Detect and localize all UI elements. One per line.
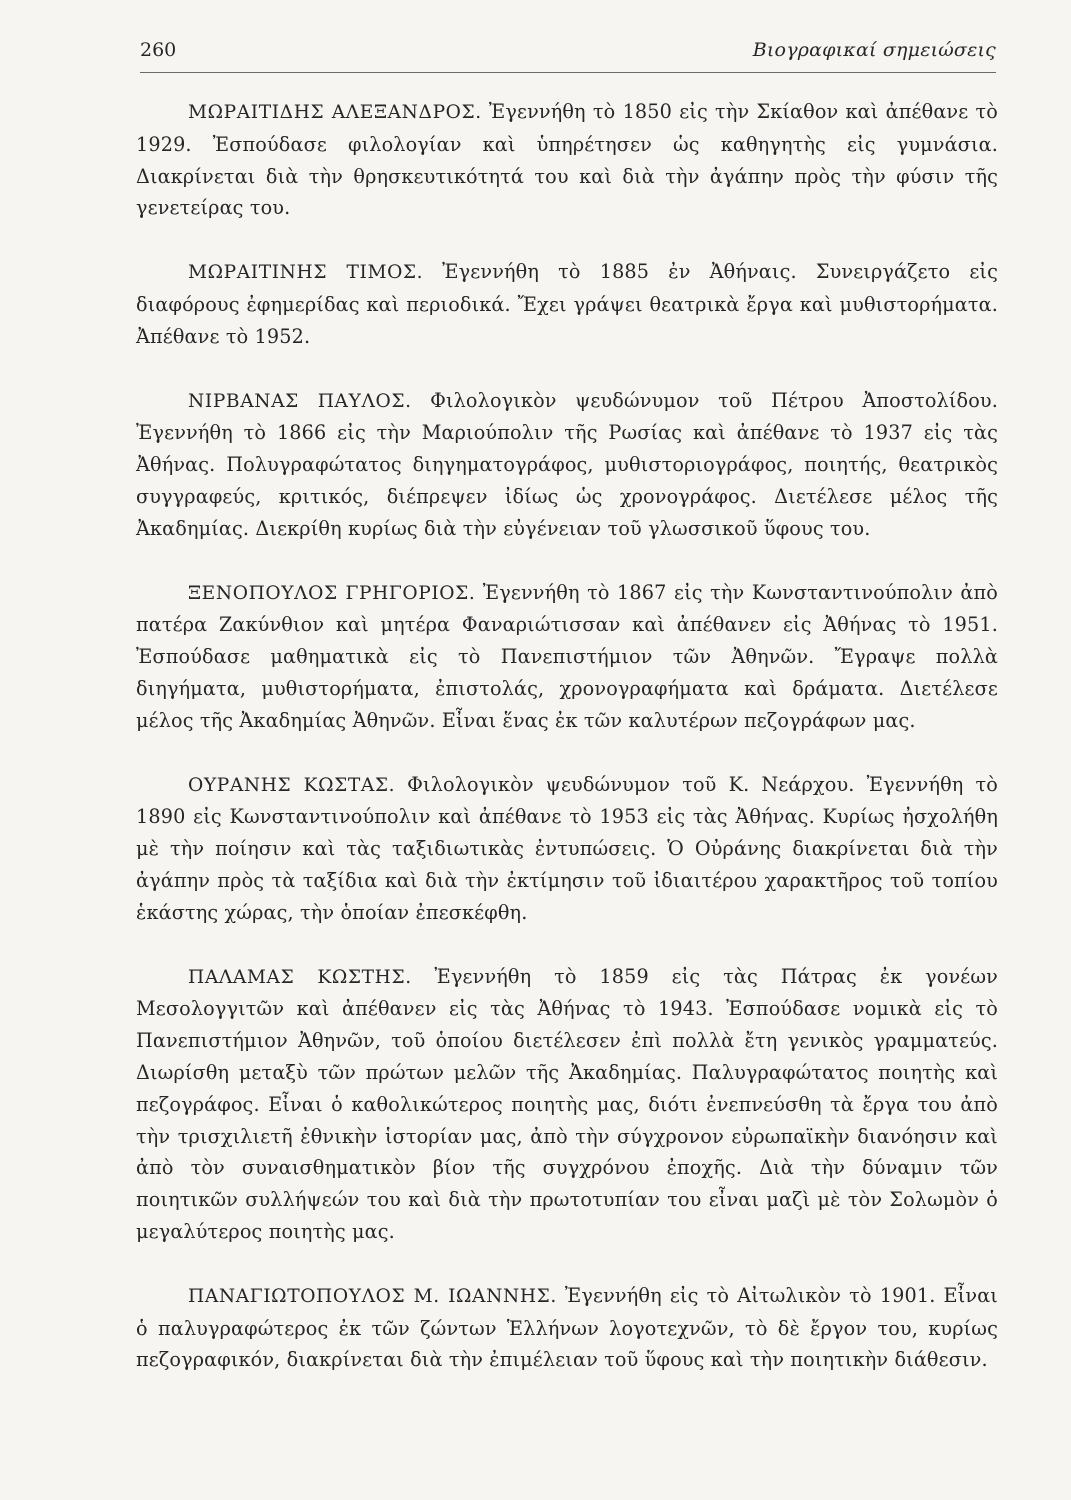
entry-name: ΝΙΡΒΑΝΑΣ ΠΑΥΛΟΣ. bbox=[188, 390, 412, 412]
page-number: 260 bbox=[140, 39, 177, 61]
entry-text: Ἐγεννήθη τὸ 1859 εἰς τὰς Πάτρας ἐκ γονέων Μεσολογγιτῶν καὶ ἀπέθανεν εἰς τὰς Ἀθήνας τὸ 1943. Ἐσπούδασε νομικὰ εἰς τὸ Πανεπιστήμιον Ἀθηνῶν, τοῦ ὁποίου διετέλεσεν ἐπὶ πολλὰ ἔτη γενικὸς γραμματεύς. Διωρίσθη μεταξὺ τῶν πρώτων μελῶν τῆς Ἀκαδημίας. Παλυγραφώτατος ποιητὴς καὶ πεζογράφος. Εἶναι ὁ καθολικώτερος ποιητὴς μας, διότι ἐνεπνεύσθη τὰ ἔργα του ἀπὸ τὴν τρισχιλιετῆ ἐθνικὴν ἱστορίαν μας, ἀπὸ τὴν σύγχρονον εὐρωπαϊκὴν διανόησιν καὶ ἀπὸ τὸν συναισθηματικὸν βίον τῆς συγχρόνου ἐποχῆς. Διὰ τὴν δύναμιν τῶν ποιητικῶν συλλήψεών του καὶ διὰ τὴν πρωτοτυπίαν του εἶναι μαζὶ μὲ τὸν Σολωμὸν ὁ μεγαλύτερος ποιητὴς μας. bbox=[136, 964, 998, 1243]
entry-text: Ἐγεννήθη τὸ 1885 ἐν Ἀθήναις. Συνειργάζετο εἰς διαφόρους ἐφημερίδας καὶ περιοδικά. Ἔχει γράψει θεατρικὰ ἔργα καὶ μυθιστορήματα. Ἀπέθανε τὸ 1952. bbox=[136, 260, 998, 348]
biography-entry bbox=[136, 577, 998, 737]
biography-entry bbox=[136, 96, 998, 224]
biography-entry bbox=[136, 256, 998, 352]
entry-name: ΜΩΡΑΙΤΙΔΗΣ ΑΛΕΞΑΝΔΡΟΣ. bbox=[188, 102, 482, 123]
biography-entry bbox=[136, 385, 998, 545]
entry-text: Ἐγεννήθη εἰς τὸ Αἰτωλικὸν τὸ 1901. Εἶναι ὁ παλυγραφώτερος ἐκ τῶν ζώντων Ἑλλήνων λογοτεχνῶν, τὸ δὲ ἔργον του, κυρίως πεζογραφικόν, διακρίνεται διὰ τὴν ἐπιμέλειαν τοῦ ὕφους καὶ τὴν ποιητικὴν διάθεσιν. bbox=[136, 1283, 998, 1372]
entry-name: ΜΩΡΑΙΤΙΝΗΣ ΤΙΜΟΣ. bbox=[188, 262, 424, 284]
page-header bbox=[140, 38, 996, 73]
entry-text: Φιλολογικὸν ψευδώνυμον τοῦ Κ. Νεάρχου. Ἐγεννήθη τὸ 1890 εἰς Κωνσταντινούπολιν καὶ ἀπέθανε τὸ 1953 εἰς τὰς Ἀθήνας. Κυρίως ἠσχολήθη μὲ τὴν ποίησιν καὶ τὰς ταξιδιωτικὰς ἐντυπώσεις. Ὁ Οὐράνης διακρίνεται διὰ τὴν ἀγάπην πρὸς τὰ ταξίδια καὶ διὰ τὴν ἐκτίμησιν τοῦ ἰδιαιτέρου χαρακτῆρος τοῦ τοπίου ἑκάστης χώρας, τὴν ὁποίαν ἐπεσκέφθη. bbox=[136, 772, 999, 924]
entry-name: ΠΑΛΑΜΑΣ ΚΩΣΤΗΣ. bbox=[188, 966, 412, 988]
biography-entries bbox=[136, 96, 998, 1408]
entry-name: ΟΥΡΑΝΗΣ ΚΩΣΤΑΣ. bbox=[188, 774, 396, 796]
entry-name: ΠΑΝΑΓΙΩΤΟΠΟΥΛΟΣ Μ. ΙΩΑΝΝΗΣ. bbox=[188, 1285, 557, 1307]
running-title: Βιογραφικαί σημειώσεις bbox=[752, 39, 996, 61]
biography-entry bbox=[136, 1280, 998, 1376]
biography-entry bbox=[136, 961, 998, 1248]
entry-text: Ἐγεννήθη τὸ 1867 εἰς τὴν Κωνσταντινούπολιν ἀπὸ πατέρα Ζακύνθιον καὶ μητέρα Φαναριώτισσαν καὶ ἀπέθανεν εἰς Ἀθήνας τὸ 1951. Ἐσπούδασε μαθηματικὰ εἰς τὸ Πανεπιστήμιον τῶν Ἀθηνῶν. Ἔγραψε πολλὰ διηγήματα, μυθιστορήματα, ἐπιστολάς, χρονογραφήματα καὶ δράματα. Διετέλεσε μέλος τῆς Ἀκαδημίας Ἀθηνῶν. Εἶναι ἕνας ἐκ τῶν καλυτέρων πεζογράφων μας. bbox=[136, 580, 998, 732]
entry-text: Ἐγεννήθη τὸ 1850 εἰς τὴν Σκίαθον καὶ ἀπέθανε τὸ 1929. Ἐσπούδασε φιλολογίαν καὶ ὑπηρέτησεν ὡς καθηγητὴς εἰς γυμνάσια. Διακρίνεται διὰ τὴν θρησκευτικότητά του καὶ διὰ τὴν ἀγάπην πρὸς τὴν φύσιν τῆς γενετείρας του. bbox=[136, 100, 998, 220]
entry-name: ΞΕΝΟΠΟΥΛΟΣ ΓΡΗΓΟΡΙΟΣ. bbox=[188, 582, 476, 604]
entry-text: Φιλολογικὸν ψευδώνυμον τοῦ Πέτρου Ἀποστολίδου. Ἐγεννήθη τὸ 1866 εἰς τὴν Μαριούπολιν τῆς Ρωσίας καὶ ἀπέθανε τὸ 1937 εἰς τὰς Ἀθήνας. Πολυγραφώτατος διηγηματογράφος, μυθιστοριογράφος, ποιητής, θεατρικὸς συγγραφεύς, κριτικός, διέπρεψεν ἰδίως ὡς χρονογράφος. Διετέλεσε μέλος τῆς Ἀκαδημίας. Διεκρίθη κυρίως διὰ τὴν εὐγένειαν τοῦ γλωσσικοῦ ὕφους του. bbox=[136, 388, 998, 540]
biography-entry bbox=[136, 769, 998, 929]
